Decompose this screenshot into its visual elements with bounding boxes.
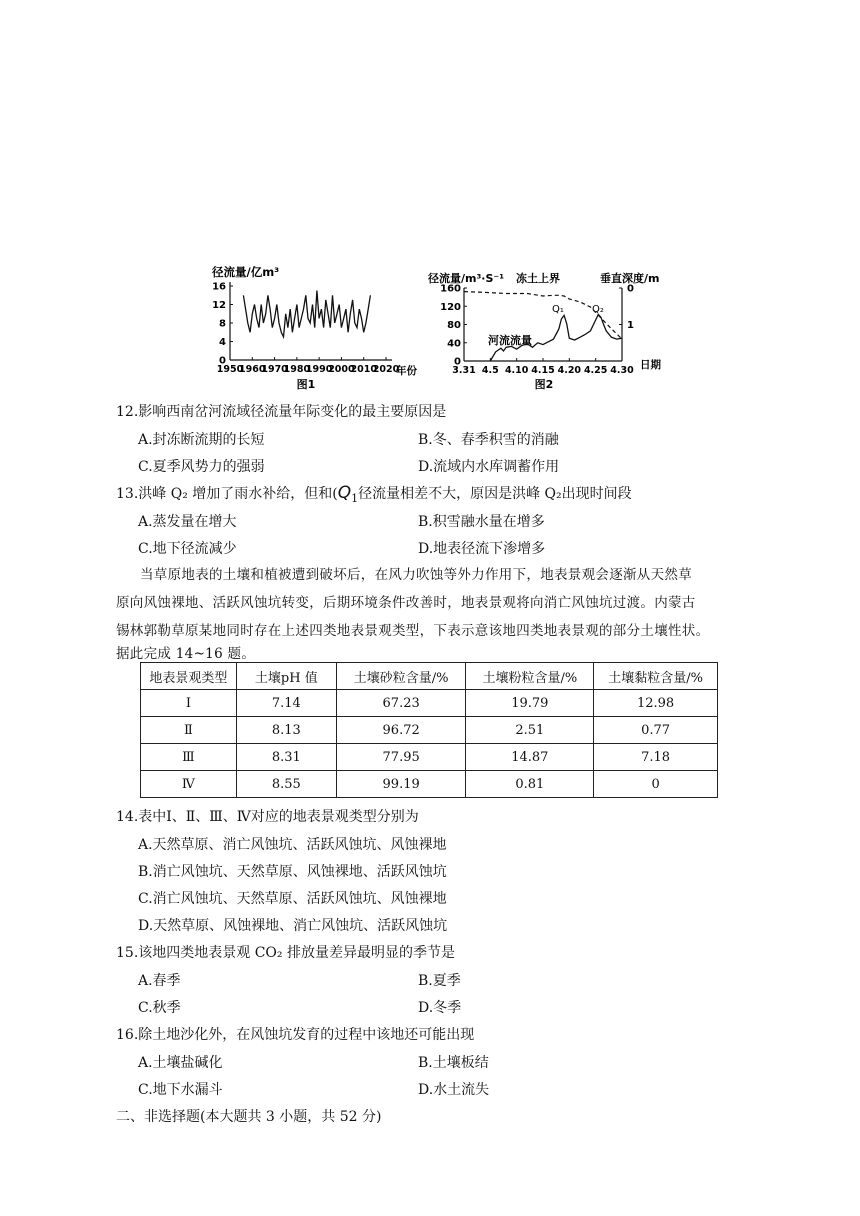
- passage-line-3: 锡林郭勒草原某地同时存在上述四类地表景观类型，下表示意该地四类地表景观的部分土壤性状。: [116, 623, 710, 639]
- table-cell: 8.13: [236, 717, 336, 744]
- fig2-x-tick-label: 4.10: [504, 365, 529, 376]
- fig2-x-tick-label: 4.25: [583, 365, 608, 376]
- figure-1-chart: [200, 262, 417, 392]
- table-cell: 12.98: [594, 690, 718, 717]
- q12-option-c[interactable]: C.夏季风势力的强弱: [138, 459, 265, 475]
- fig1-runoff-series: [243, 291, 370, 337]
- fig2-y-tick-label: 160: [440, 283, 461, 295]
- fig1-x-tick-label: 2020: [372, 364, 400, 375]
- q14-stem: 14.表中Ⅰ、Ⅱ、Ⅲ、Ⅳ对应的地表景观类型分别为: [116, 809, 419, 825]
- q15-option-a[interactable]: A.春季: [138, 973, 181, 989]
- q15-option-d[interactable]: D.冬季: [418, 1000, 462, 1016]
- figure-2-chart: [424, 262, 670, 392]
- table-row: [141, 690, 718, 717]
- fig1-x-tick-label: 1970: [261, 364, 288, 375]
- table-cell: 7.18: [594, 744, 718, 771]
- table-cell: Ⅳ: [141, 771, 237, 798]
- fig2-label-q1: Q₁: [552, 304, 564, 315]
- fig1-x-tick-label: 1950: [216, 364, 244, 375]
- fig2-x-tick-label: 3.31: [452, 365, 476, 376]
- q13-option-c[interactable]: C.地下径流减少: [138, 541, 237, 557]
- fig1-ylabel: 径流量/亿m³: [212, 265, 280, 279]
- fig1-x-tick-label: 2010: [350, 364, 377, 375]
- soil-properties-table: [140, 662, 718, 798]
- q13-option-a[interactable]: A.蒸发量在增大: [138, 514, 237, 530]
- fig1-y-tick-label: 12: [212, 300, 226, 311]
- fig2-ticks: [440, 284, 634, 377]
- q16-option-b[interactable]: B.土壤板结: [418, 1055, 489, 1071]
- fig2-y-tick-label: 120: [440, 301, 461, 313]
- table-row: [141, 717, 718, 744]
- table-cell: 0: [594, 771, 718, 798]
- q12-stem: 12.影响西南岔河流域径流量年际变化的最主要原因是: [116, 404, 447, 420]
- table-cell: Ⅰ: [141, 690, 237, 717]
- fig1-x-tick-label: 1990: [305, 364, 333, 375]
- q15-option-c[interactable]: C.秋季: [138, 1000, 181, 1016]
- q12-option-d[interactable]: D.流域内水库调蓄作用: [418, 459, 560, 475]
- fig2-x-tick-label: 4.20: [557, 365, 582, 376]
- q13-option-b[interactable]: B.积雪融水量在增多: [418, 514, 545, 530]
- table-header: 土壤黏粒含量/%: [594, 663, 718, 690]
- section-2-heading: 二、非选择题(本大题共 3 小题，共 52 分): [116, 1109, 382, 1125]
- fig1-y-tick-label: 16: [212, 281, 226, 293]
- fig2-y-tick-label-right: 1: [627, 320, 634, 331]
- fig2-ylabel-left: 径流量/m³·S⁻¹: [428, 272, 505, 285]
- q13-stem-pre: 13.洪峰 Q₂ 增加了雨水补给，但和(: [116, 486, 338, 502]
- fig2-y-tick-label: 80: [447, 320, 461, 331]
- table-cell: 19.79: [466, 690, 594, 717]
- q15-stem: 15.该地四类地表景观 CO₂ 排放量差异最明显的季节是: [116, 945, 455, 961]
- q12-option-b[interactable]: B.冬、春季积雪的消融: [418, 432, 559, 448]
- table-cell: 2.51: [466, 717, 594, 744]
- fig2-label-flow: 河流流量: [488, 334, 532, 347]
- q14-option-c[interactable]: C.消亡风蚀坑、天然草原、活跃风蚀坑、风蚀裸地: [138, 891, 447, 907]
- q16-option-d[interactable]: D.水土流失: [418, 1082, 490, 1098]
- table-cell: 0.77: [594, 717, 718, 744]
- passage-line-4: 据此完成 14~16 题。: [116, 646, 256, 662]
- passage-line-2: 原向风蚀裸地、活跃风蚀坑转变，后期环境条件改善时，地表景观将向消亡风蚀坑过渡。内蒙古: [116, 595, 696, 611]
- q13-q1-symbol: Q: [337, 483, 352, 503]
- table-cell: Ⅱ: [141, 717, 237, 744]
- fig1-y-tick-label: 4: [219, 337, 226, 348]
- fig2-y-tick-label: 0: [454, 356, 461, 368]
- passage-line-1: 当草原地表的土壤和植被遭到破坏后，在风力吹蚀等外力作用下，地表景观会逐渐从天然草: [140, 567, 692, 583]
- q13-stem-post: 径流量相差不大，原因是洪峰 Q₂出现时间段: [358, 486, 632, 502]
- fig1-y-tick-label: 0: [219, 355, 226, 367]
- table-row: [141, 771, 718, 798]
- q14-option-a[interactable]: A.天然草原、消亡风蚀坑、活跃风蚀坑、风蚀裸地: [138, 837, 447, 853]
- fig1-xlabel: 年份: [396, 365, 417, 377]
- table-cell: 96.72: [336, 717, 466, 744]
- q13-stem: [116, 483, 632, 505]
- fig2-x-tick-label: 4.15: [531, 365, 555, 376]
- fig2-x-tick-label: 4.30: [610, 365, 634, 376]
- table-cell: 7.14: [236, 690, 336, 717]
- q14-option-d[interactable]: D.天然草原、风蚀裸地、消亡风蚀坑、活跃风蚀坑: [138, 918, 448, 934]
- q13-q1-subscript: 1: [351, 491, 359, 505]
- table-cell: 67.23: [336, 690, 466, 717]
- fig2-xlabel: 日期: [640, 359, 661, 371]
- q14-option-b[interactable]: B.消亡风蚀坑、天然草原、风蚀裸地、活跃风蚀坑: [138, 864, 447, 880]
- table-cell: 0.81: [466, 771, 594, 798]
- q13-option-d[interactable]: D.地表径流下渗增多: [418, 541, 546, 557]
- fig2-label-q2: Q₂: [592, 304, 604, 315]
- q15-option-b[interactable]: B.夏季: [418, 973, 461, 989]
- fig1-x-tick-label: 2000: [328, 364, 355, 375]
- table-header: 土壤粉粒含量/%: [466, 663, 594, 690]
- table-cell: 99.19: [336, 771, 466, 798]
- fig2-x-tick-label: 4.5: [481, 365, 499, 376]
- table-header-row: [141, 663, 718, 690]
- fig1-caption: 图1: [296, 378, 316, 391]
- fig1-y-tick-label: 8: [219, 318, 226, 330]
- table-cell: Ⅲ: [141, 744, 237, 771]
- table-cell: 77.95: [336, 744, 466, 771]
- fig1-x-tick-label: 1960: [239, 364, 266, 375]
- fig2-frozen-soil-series: [464, 292, 622, 340]
- table-cell: 8.31: [236, 744, 336, 771]
- table-header: 地表景观类型: [141, 663, 237, 690]
- q16-option-c[interactable]: C.地下水漏斗: [138, 1082, 223, 1098]
- q12-option-a[interactable]: A.封冻断流期的长短: [138, 432, 265, 448]
- fig2-y-tick-label: 40: [447, 338, 461, 350]
- fig1-x-tick-label: 1980: [283, 364, 311, 375]
- q16-stem: 16.除土地沙化外，在风蚀坑发育的过程中该地还可能出现: [116, 1027, 475, 1043]
- fig2-label-frozen: 冻土上界: [516, 272, 560, 285]
- q16-option-a[interactable]: A.土壤盐碱化: [138, 1055, 223, 1071]
- fig2-caption: 图2: [534, 378, 554, 391]
- table-cell: 14.87: [466, 744, 594, 771]
- fig2-y-tick-label-right: 0: [627, 283, 634, 295]
- fig2-axes: [464, 288, 622, 361]
- fig2-ylabel-right: 垂直深度/m: [600, 272, 660, 285]
- table-cell: 8.55: [236, 771, 336, 798]
- table-row: [141, 744, 718, 771]
- table-header: 土壤砂粒含量/%: [336, 663, 466, 690]
- table-header: 土壤pH 值: [236, 663, 336, 690]
